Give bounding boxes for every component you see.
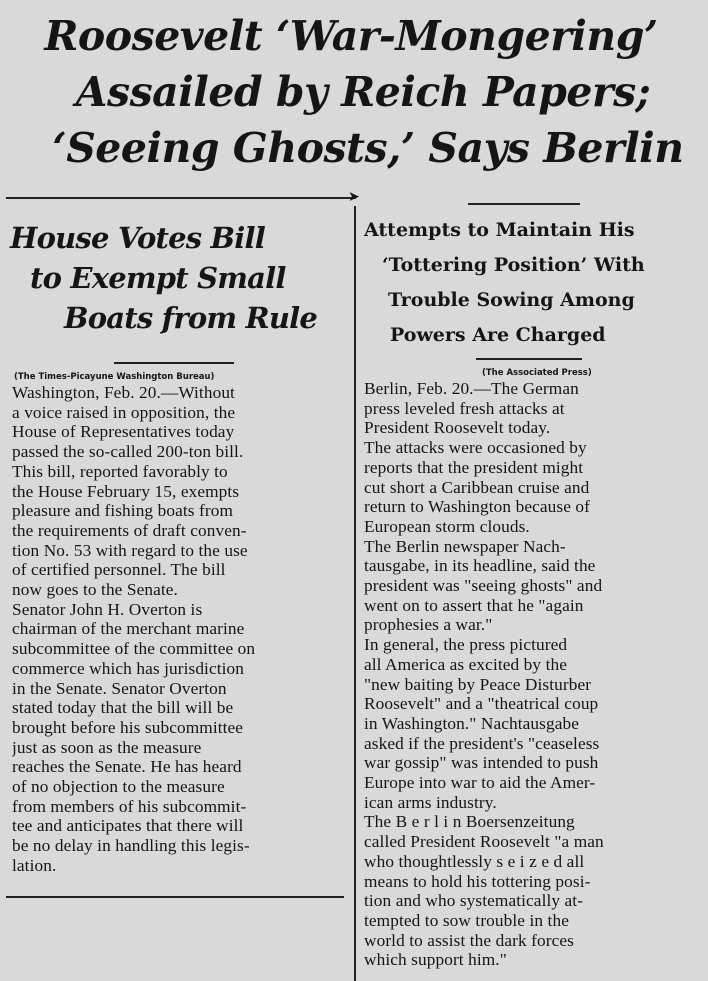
body-text-line: tausgabe, in its headline, said the — [364, 556, 596, 576]
body-text-line: ican arms industry. — [364, 792, 497, 812]
right-subheadline — [362, 213, 702, 353]
banner-headline — [0, 8, 708, 176]
body-text-line: all America as excited by the — [364, 654, 567, 674]
right-subheadline-line: Trouble Sowing Among — [388, 289, 635, 311]
right-article-body — [364, 379, 702, 970]
body-text-line: tempted to sow trouble in the — [364, 910, 569, 930]
body-text-line: went on to assert that he "again — [364, 595, 584, 615]
body-text-line: The B e r l i n Boersenzeitung — [364, 812, 575, 832]
body-text-line: "new baiting by Peace Disturber — [364, 674, 592, 694]
body-text-line: The Berlin newspaper Nach- — [364, 536, 566, 556]
left-headline-line: House Votes Bill — [10, 221, 265, 255]
right-credit-line: (The Associated Press) — [482, 368, 592, 378]
body-text-line: return to Washington because of — [364, 497, 590, 517]
banner-rule — [6, 197, 356, 199]
body-text-line: president was "seeing ghosts" and — [364, 576, 603, 596]
body-text-line: from members of his subcommit- — [12, 796, 247, 816]
right-subheadline-line: Powers Are Charged — [390, 324, 606, 346]
left-credit-line: (The Times-Picayune Washington Bureau) — [14, 372, 215, 382]
body-text-line: This bill, reported favorably to — [12, 461, 228, 481]
body-text-line: Senator John H. Overton is — [12, 599, 203, 619]
body-text-line: called President Roosevelt "a man — [364, 832, 604, 852]
body-text-line: stated today that the bill will be — [12, 698, 234, 718]
body-text-line: in Washington." Nachtausgabe — [364, 713, 579, 733]
body-text-line: a voice raised in opposition, the — [12, 402, 236, 422]
body-text-line: commerce which has jurisdiction — [12, 658, 245, 678]
left-headline-line: to Exempt Small — [30, 261, 286, 295]
body-text-line: Europe into war to aid the Amer- — [364, 773, 596, 793]
body-text-line: European storm clouds. — [364, 516, 530, 536]
body-text-line: means to hold his tottering posi- — [364, 871, 591, 891]
left-article-body — [12, 383, 350, 876]
body-text-line: brought before his subcommittee — [12, 717, 244, 737]
right-subheadline-line: ‘Tottering Position’ With — [382, 254, 645, 276]
banner-line-2: Assailed by Reich Papers; — [75, 68, 651, 116]
body-text-line: tee and anticipates that there will — [12, 816, 244, 836]
body-text-line: prophesies a war." — [364, 615, 493, 635]
body-text-line: tion No. 53 with regard to the use — [12, 540, 248, 560]
body-text-line: pleasure and fishing boats from — [12, 501, 233, 521]
body-text-line: Roosevelt" and a "theatrical coup — [364, 694, 599, 714]
body-text-line: world to assist the dark forces — [364, 930, 574, 950]
body-text-line: House of Representatives today — [12, 422, 235, 442]
body-text-line: Washington, Feb. 20.—Without — [12, 383, 235, 402]
subhead-rule — [468, 203, 580, 205]
banner-line-3: ‘Seeing Ghosts,’ Says Berlin — [52, 124, 684, 172]
column-divider — [354, 206, 356, 981]
left-headline-line: Boats from Rule — [64, 301, 317, 335]
body-text-line: who thoughtlessly s e i z e d all — [364, 851, 585, 871]
body-text-line: in the Senate. Senator Overton — [12, 678, 227, 698]
body-text-line: Berlin, Feb. 20.—The German — [364, 379, 579, 398]
body-text-line: just as soon as the measure — [12, 737, 202, 757]
right-credit-rule — [476, 358, 582, 360]
body-text-line: of no objection to the measure — [12, 777, 225, 797]
left-credit-rule — [114, 362, 234, 364]
body-text-line: be no delay in handling this legis- — [12, 836, 250, 856]
body-text-line: chairman of the merchant marine — [12, 619, 245, 639]
body-text-line: reaches the Senate. He has heard — [12, 757, 242, 777]
arrow-right-icon: ➤ — [348, 189, 360, 205]
body-text-line: of certified personnel. The bill — [12, 560, 226, 580]
body-text-line: The attacks were occasioned by — [364, 438, 587, 458]
body-text-line: passed the so-called 200-ton bill. — [12, 442, 244, 462]
body-text-line: asked if the president's "ceaseless — [364, 733, 600, 753]
body-text-line: President Roosevelt today. — [364, 418, 551, 438]
body-text-line: now goes to the Senate. — [12, 580, 178, 600]
body-text-line: reports that the president might — [364, 457, 584, 477]
body-text-line: lation. — [12, 855, 57, 875]
body-text-line: tion and who systematically at- — [364, 891, 584, 911]
right-subheadline-line: Attempts to Maintain His — [364, 219, 635, 241]
body-text-line: subcommittee of the committee on — [12, 639, 256, 659]
body-text-line: war gossip" was intended to push — [364, 753, 599, 773]
body-text-line: press leveled fresh attacks at — [364, 398, 565, 418]
body-text-line: the requirements of draft conven- — [12, 520, 247, 540]
body-text-line: the House February 15, exempts — [12, 481, 240, 501]
body-text-line: cut short a Caribbean cruise and — [364, 477, 590, 497]
banner-line-1: Roosevelt ‘War-Mongering’ — [44, 12, 658, 60]
left-headline — [6, 218, 348, 338]
body-text-line: In general, the press pictured — [364, 635, 568, 655]
column-end-rule — [6, 896, 344, 898]
body-text-line: which support him." — [364, 950, 507, 970]
